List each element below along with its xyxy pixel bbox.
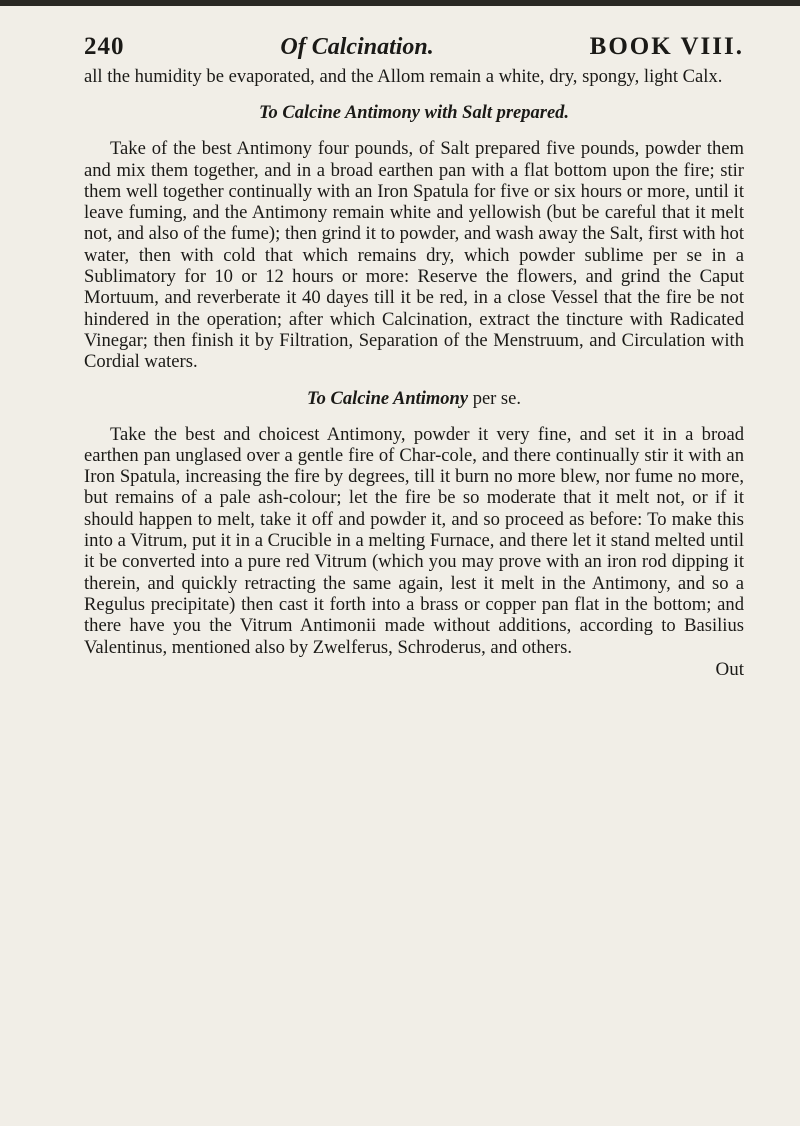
section-heading-per-se-main: To Calcine Antimony bbox=[307, 388, 469, 409]
page-header bbox=[84, 30, 744, 64]
section-heading-per-se bbox=[84, 388, 744, 410]
page-number: 240 bbox=[84, 33, 125, 60]
section-heading-salt: To Calcine Antimony with Salt prepared. bbox=[258, 103, 570, 124]
top-rule bbox=[0, 0, 800, 6]
opening-paragraph: all the humidity be evaporated, and the Allom remain a white, dry, spongy, light Calx. bbox=[84, 66, 723, 87]
catchword: Out bbox=[715, 658, 744, 680]
book-label: BOOK VIII. bbox=[589, 33, 744, 60]
section-body-salt: Take of the best Antimony four pounds, of Salt prepared five pounds, powder them and mix them together, and in a broad earthen pan with a flat bottom upon the fire; stir them well together continually with an Iron Spatula for five or six hours or more, until it leave fuming, and the Antimony remain white and yellowish (but be careful that it melt not, and also of the fume); then grind it to powder, and wash away the Salt, first with hot water, then with cold that which remains dry, which powder sublime per se in a Sublimatory for 10 or 12 hours or more: Reserve the flowers, and grind the Caput Mortuum, and reverberate it 40 dayes till it be red, in a close Vessel that the fire be not hindered in the operation; after which Calcination, extract the tincture with Radicated Vinegar; then finish it by Filtration, Separation of the Menstruum, and Circulation with Cordial waters. bbox=[84, 138, 744, 373]
section-heading-per-se-tail: per se. bbox=[472, 388, 521, 409]
running-head: Of Calcination. bbox=[280, 34, 434, 60]
section-body-per-se: Take the best and choicest Antimony, powder it very fine, and set it in a broad earthen pan unglased over a gentle fire of Char-cole, and there continually stir it with an Iron Spatula, increasing the fire by degrees, till it burn no more blew, nor fume no more, but remains of a pale ash-colour; let the fire be so moderate that it melt not, or if it should happen to melt, take it off and powder it, and so proceed as before: To make this into a Vitrum, put it in a Crucible in a melting Furnace, and there let it stand melted until it be converted into a pure red Vitrum (which you may prove with an iron rod dipping it therein, and quickly retracting the same again, lest it melt in the Antimony, and so a Regulus precipitate) then cast it forth into a brass or copper pan flat in the bottom; and there have you the Vitrum Antimonii made without additions, according to Basilius Valentinus, mentioned also by Zwelferus, Schroderus, and others. bbox=[84, 423, 744, 658]
